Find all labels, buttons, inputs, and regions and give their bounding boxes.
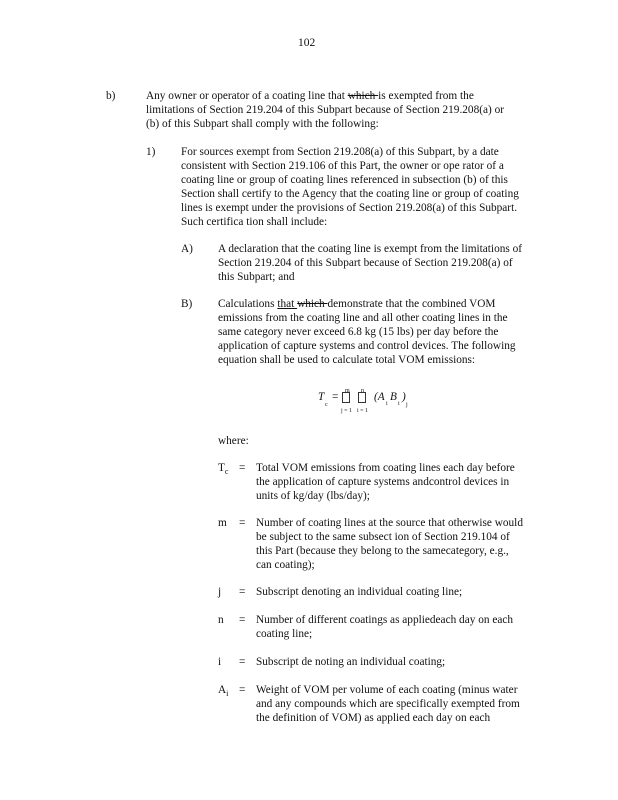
eq-sup-m: m <box>345 388 350 394</box>
struck-word-which: which <box>297 298 328 310</box>
eq-sub-i: i = 1 <box>357 408 369 414</box>
def-symbol-sub: c <box>224 467 229 476</box>
para-A-text <box>218 242 522 284</box>
para-b-line-2: limitations of Section 219.204 of this Subpart because of Section 219.208(a) or <box>146 104 504 116</box>
para-1-line: For sources exempt from Section 219.208(a) of this Subpart, by a date <box>181 146 499 158</box>
def-symbol-m: m <box>218 517 227 529</box>
def-symbol-j: j <box>218 586 222 598</box>
para-1-line: consistent with Section 219.106 of this Part, the owner or ope rator of a <box>181 160 504 172</box>
eq-equals: = <box>332 391 339 403</box>
def-equals: = <box>239 656 246 668</box>
para-B-line: equation shall be used to calculate total VOM emissions: <box>218 354 476 366</box>
def-text-m <box>256 516 523 572</box>
def-line: this Part (because they belong to the samecategory, e.g., <box>256 545 509 557</box>
def-symbol-tc <box>218 461 228 476</box>
inserted-word-that: that <box>277 298 298 310</box>
def-equals: = <box>239 462 246 474</box>
def-line: and any compounds which are specifically exempted from <box>256 698 520 710</box>
para-b-line-1-b: is exempted from the <box>378 90 474 102</box>
def-text-i <box>256 655 445 669</box>
para-B-line: emissions from the coating line and all other coating lines in the <box>218 312 508 324</box>
para-b-line-1 <box>146 89 504 103</box>
def-line: coating line; <box>256 628 313 640</box>
def-symbol-ai <box>218 683 228 698</box>
para-b-line-3: (b) of this Subpart shall comply with the following: <box>146 118 379 130</box>
def-symbol-i: i <box>218 656 222 668</box>
def-line: units of kg/day (lbs/day); <box>256 490 370 502</box>
para-1-line: Such certifica tion shall include: <box>181 216 328 228</box>
para-1-line: lines is exempt under the provisions of Section 219.208(a) of this Subpart. <box>181 202 518 214</box>
def-text-j <box>256 585 462 599</box>
def-line: Number of coating lines at the source that otherwise would <box>256 517 523 529</box>
def-line: the application of capture systems andcontrol devices in <box>256 476 510 488</box>
para-1-line: coating line or group of coating lines referenced in subsection (b) of this <box>181 174 508 186</box>
para-B-text <box>218 297 516 367</box>
para-B-line-1-a: Calculations <box>218 298 278 310</box>
def-text-n <box>256 613 513 641</box>
para-b-line-1-a: Any owner or operator of a coating line that <box>146 90 348 102</box>
def-equals: = <box>239 614 246 626</box>
para-B-line-1 <box>218 297 516 311</box>
def-line: Total VOM emissions from coating lines each day before <box>256 462 515 474</box>
para-A-line: this Subpart; and <box>218 271 295 283</box>
eq-sub-j: j = 1 <box>341 408 353 414</box>
eq-lhs: T <box>318 391 325 403</box>
def-line: Subscript de noting an individual coating; <box>256 656 446 668</box>
para-b-text <box>146 89 504 131</box>
def-symbol-sub: i <box>226 689 229 698</box>
para-B-line: application of capture systems and control devices. The following <box>218 340 516 352</box>
para-B-marker: B) <box>181 298 193 310</box>
eq-sup-n: n <box>361 388 364 394</box>
def-line: can coating); <box>256 559 315 571</box>
page-number: 102 <box>298 37 316 49</box>
eq-term-sub-i2: i <box>398 401 400 407</box>
def-line: the definition of VOM) as applied each day on each <box>256 712 491 724</box>
para-b-marker: b) <box>106 90 116 102</box>
def-equals: = <box>239 517 246 529</box>
def-line: be subject to the same subsect ion of Section 219.104 of <box>256 531 510 543</box>
struck-word-which: which <box>347 90 379 102</box>
def-symbol-text: A <box>218 684 227 696</box>
def-text-ai <box>256 683 520 725</box>
para-1-text <box>181 145 519 229</box>
def-line: Number of different coatings as appliedeach day on each <box>256 614 514 626</box>
where-label: where: <box>218 435 249 447</box>
def-text-tc <box>256 461 515 503</box>
para-1-line: Section shall certify to the Agency that the coating line or group of coating <box>181 188 519 200</box>
def-equals: = <box>239 684 246 696</box>
eq-term-close: ) <box>402 391 406 403</box>
def-equals: = <box>239 586 246 598</box>
def-symbol-text: T <box>218 462 225 474</box>
def-line: Subscript denoting an individual coating line; <box>256 586 463 598</box>
para-A-line: A declaration that the coating line is exempt from the limitations of <box>218 243 522 255</box>
para-A-line: Section 219.204 of this Subpart because of Section 219.208(a) of <box>218 257 513 269</box>
eq-term-sub-j: j <box>406 402 408 408</box>
para-A-marker: A) <box>181 243 193 255</box>
para-B-line-1-b: demonstrate that the combined VOM <box>327 298 496 310</box>
def-symbol-n: n <box>218 614 224 626</box>
para-1-marker: 1) <box>146 146 156 158</box>
vom-equation <box>318 384 418 414</box>
eq-term-sub-i: i <box>386 401 388 407</box>
eq-term-b: B <box>390 391 397 403</box>
def-line: Weight of VOM per volume of each coating (minus water <box>256 684 518 696</box>
eq-lhs-sub: c <box>325 402 328 408</box>
eq-term-a: (A <box>374 391 385 403</box>
para-B-line: same category never exceed 6.8 kg (15 lbs) per day before the <box>218 326 499 338</box>
